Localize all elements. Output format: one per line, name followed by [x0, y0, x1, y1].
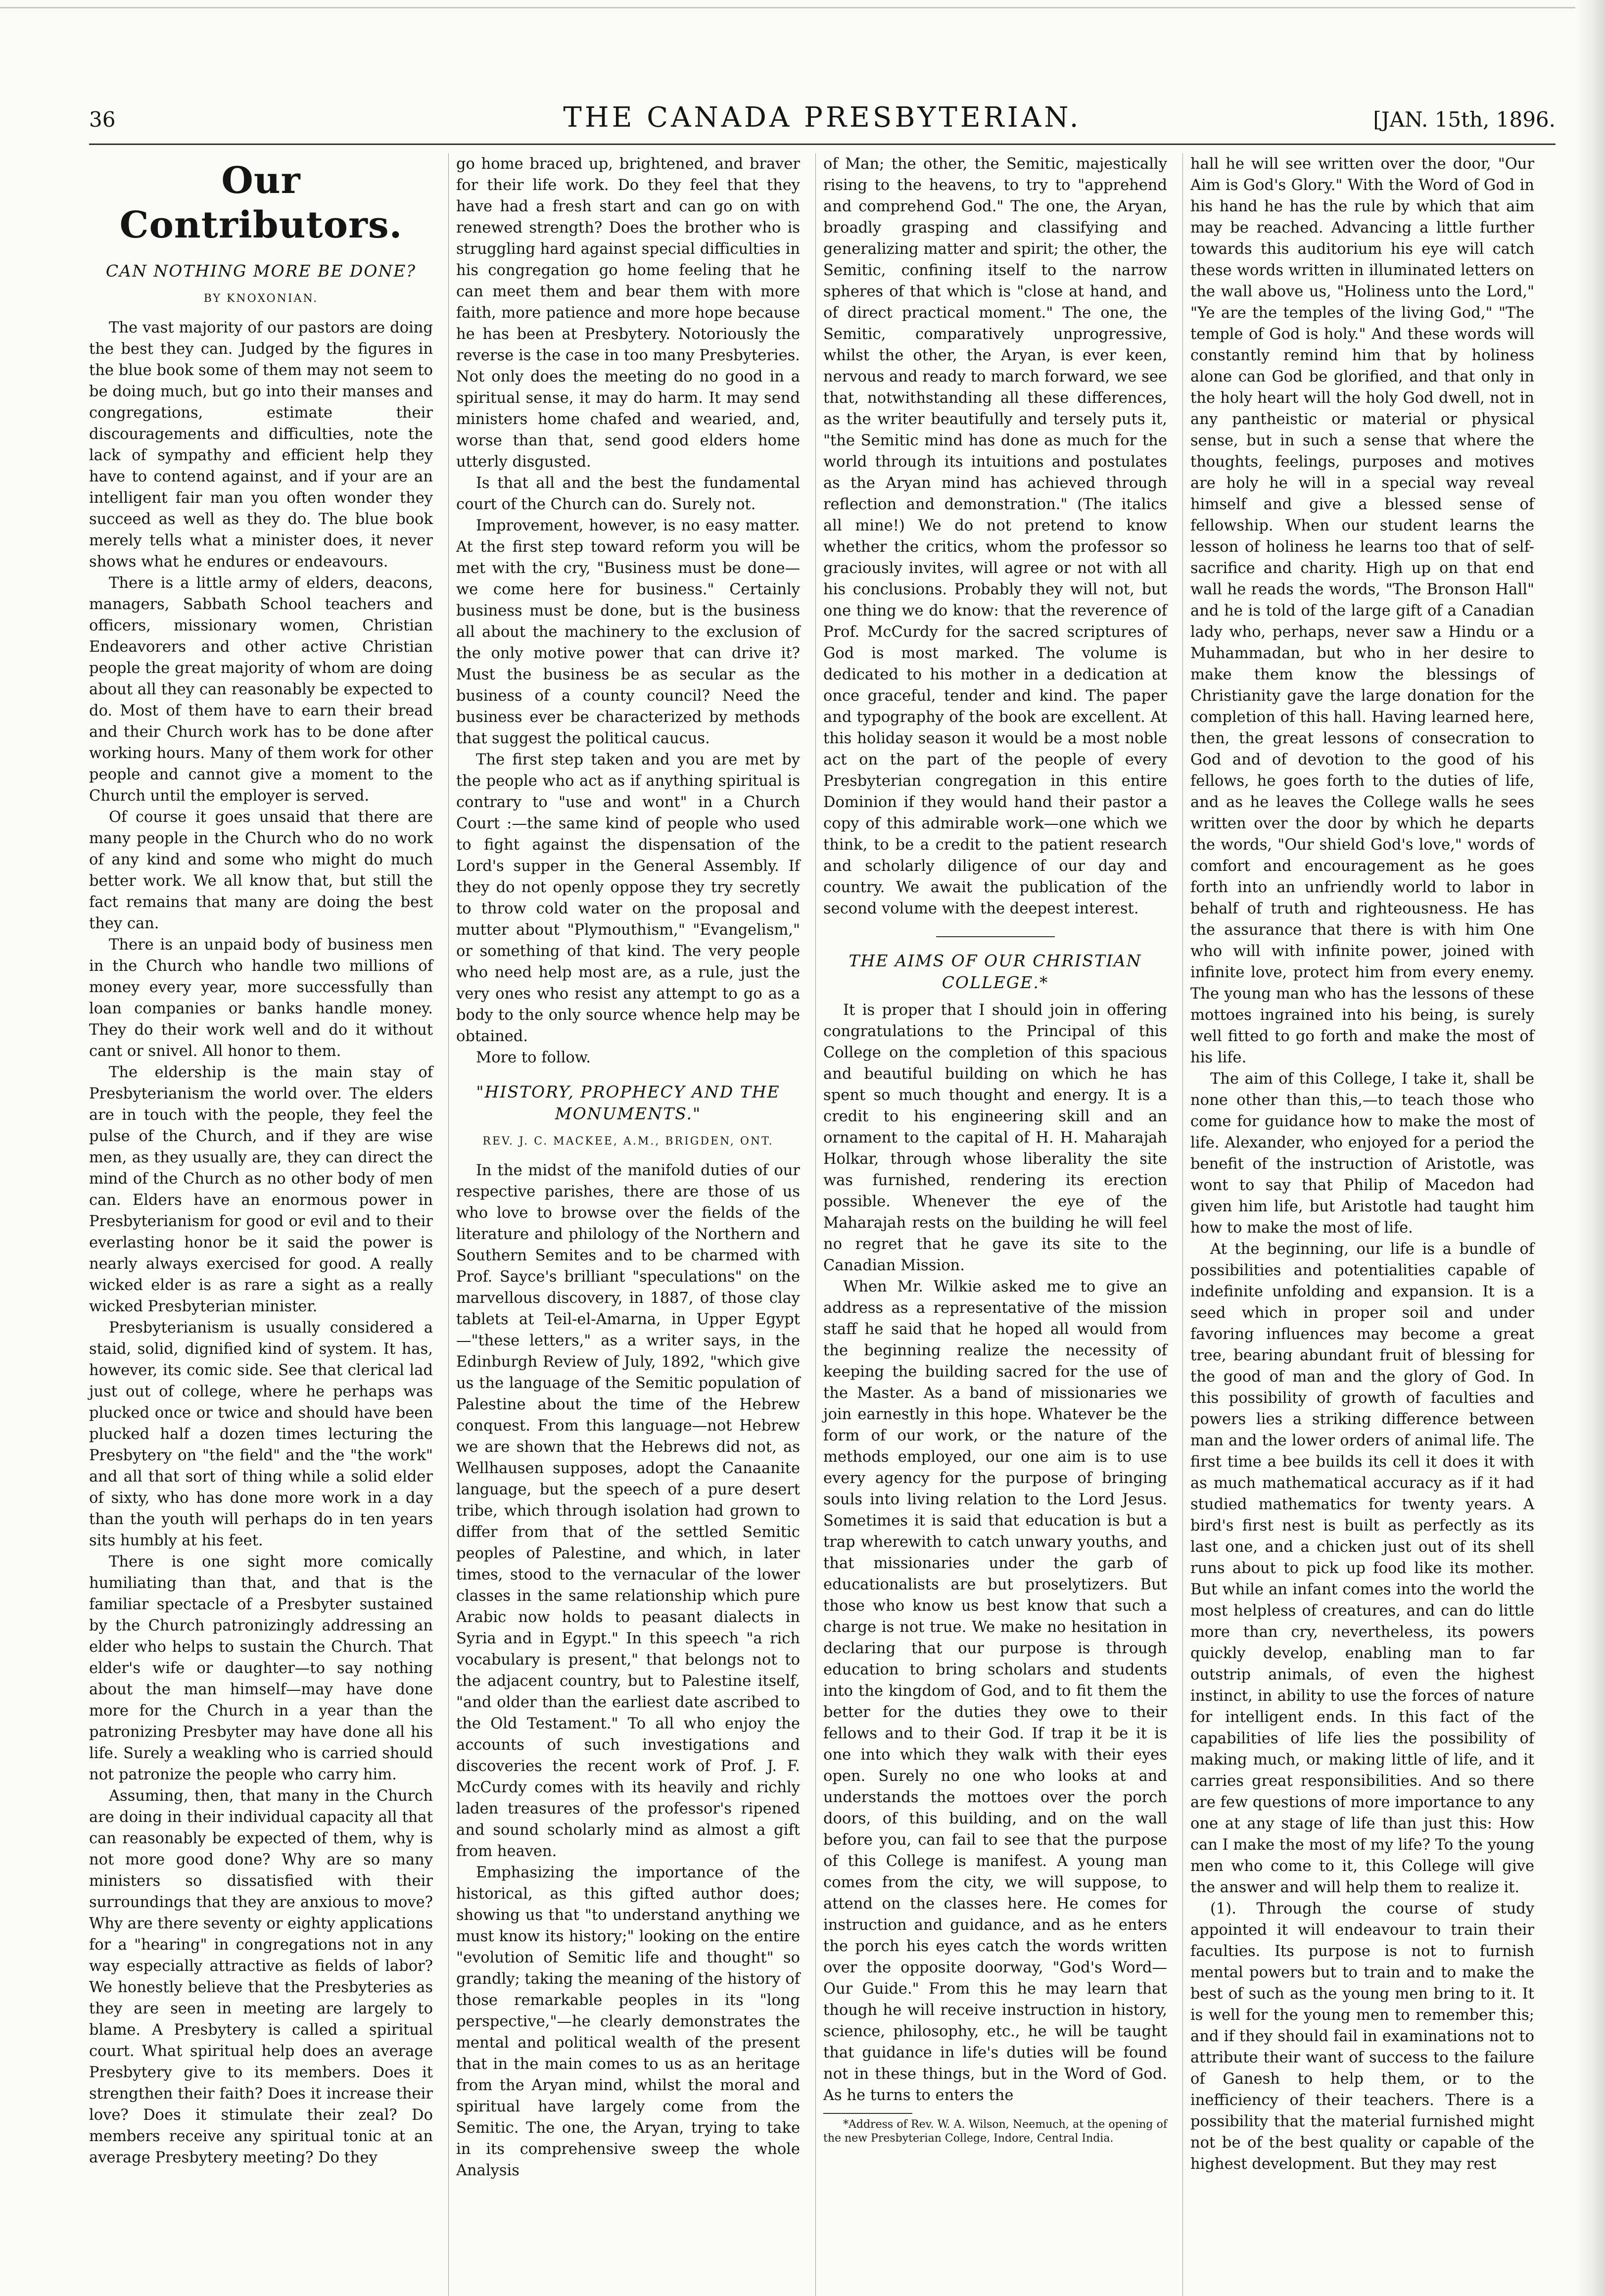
paragraph: The vast majority of our pastors are doing the best they can. Judged by the figures in the blue book some of them may not seem to be doing much, but go into their manses and congregations, estimate their discouragements and difficulties, note the lack of sympathy and efficient help they have to contend against, and if your are an intelligent fair man you often wonder they succeed as well as they do. The blue book merely tells what a minister does, it never shows what he endures or endeavours. — [89, 319, 433, 571]
paragraph: There is an unpaid body of business men in the Church who handle two millions of money every year, more successfully than loan companies or banks handle money. They do their work well and do it without cant or snivel. All honor to them. — [89, 936, 433, 1060]
column-1 — [89, 153, 433, 2168]
column-2 — [456, 153, 800, 2181]
paragraph: hall he will see written over the door, "Our Aim is God's Glory." With the Word of God in his hand he has the rule by which that aim may be reached. Advancing a little further towards this auditorium his eye will catch these words written in illuminated letters on the wall above us, "Holiness unto the Lord," "Ye are the temples of the living God," "The temple of God is holy." And these words will constantly remind him that by holiness alone can God be glorified, and that only in the holy heart will the holy God dwell, not in any pantheistic or material or physical sense, but in such a sense that where the thoughts, feelings, purposes and motives are holy he will in a special way reveal himself and give a blessed sense of fellowship. When our student learns the lesson of holiness he learns too that of self-sacrifice and charity. High up on that end wall he reads the words, "The Bronson Hall" and he is told of the large gift of a Canadian lady who, perhaps, never saw a Hindu or a Muhammadan, but who in her desire to make them know the blessings of Christianity gave the large donation for the completion of this hall. Having learned here, then, the great lessons of consecration to God and of devotion to the good of his fellows, he goes forth to the duties of life, and as he leaves the College walls he sees written over the door by which he departs the words, "Our shield God's love," words of comfort and encouragement as he goes forth into an unfriendly world to labor in behalf of truth and righteousness. He has the assurance that there is with him One who will with infinite power, joined with infinite love, protect him from every enemy. The young man who has the lessons of these mottoes ingrained into his being, is surely well fitted to go forth and make the most of his life. — [1190, 155, 1534, 1066]
footnote: *Address of Rev. W. A. Wilson, Neemuch, at the opening of the new Presbyterian College, Indore, Central India. — [823, 2118, 1167, 2145]
paragraph: Is that all and the best the fundamental court of the Church can do. Surely not. — [456, 475, 800, 513]
top-edge-line — [0, 7, 1605, 8]
page-header — [89, 101, 1556, 146]
paragraph: Improvement, however, is no easy matter. At the first step toward reform you will be met with the cry, "Business must be done—we come here for business." Certainly business must be done, but is the business all about the machinery to the exclusion of the only motive power that can drive it? Must the business be as secular as the business of a county council? Need the business ever be characterized by methods that suggest the political caucus. — [456, 517, 800, 747]
more-to-follow: More to follow. — [476, 1049, 591, 1066]
footnote-divider — [823, 2113, 912, 2114]
paragraph: There is a little army of elders, deacons, managers, Sabbath School teachers and officers, missionary women, Christian Endeavorers and other active Christian people the great majority of whom are doing about all they can reasonably be expected to do. Most of them have to earn their bread and their Church work has to be done after working hours. Many of them work for other people and cannot give a moment to the Church until the employer is served. — [89, 574, 433, 805]
paragraph: (1). Through the course of study appointed it will endeavour to train their faculties. Its purpose is not to furnish mental powers but to train and to make the best of such as the young men bring to it. It is well for the young men to remember this; and if they should fail in examinations not to attribute their want of success to the failure of Ganesh to help them, or to the inefficiency of their teachers. There is a possibility that the material furnished might not be of the best quality or capable of the highest development. But they may rest — [1190, 1900, 1534, 2173]
paragraph: of Man; the other, the Semitic, majestically rising to the heavens, to try to "apprehend and comprehend God." The one, the Aryan, broadly grasping and classifying and generalizing matter and spirit; the other, the Semitic, confining itself to the narrow spheres of that which is "close at hand, and of direct practical moment." The one, the Semitic, comparatively unprogressive, whilst the other, the Aryan, is ever keen, nervous and ready to march forward, we see that, notwithstanding all these differences, as the writer beautifully and tersely puts it, "the Semitic mind has done as much for the world through its intuitions and postulates as the Aryan mind has achieved through reflection and demonstration." (The italics all mine!) We do not pretend to know whether the critics, whom the professor so graciously invites, will agree or not with all his conclusions. Probably they will not, but one thing we do know: that the reverence of Prof. McCurdy for the sacred scriptures of God is most marked. The volume is dedicated to his mother in a dedication at once graceful, tender and kind. The paper and typography of the book are excellent. At this holiday season it would be a most noble act on the part of the people of every Presbyterian congregation in this entire Dominion if they would hand their pastor a copy of this admirable work—one which we think, to be a credit to the patient research and scholarly diligence of our day and country. We await the publication of the second volume with the deepest interest. — [823, 155, 1167, 917]
article-title: CAN NOTHING MORE BE DONE? — [105, 261, 417, 281]
paragraph: go home braced up, brightened, and braver for their life work. Do they feel that they have had a fresh start and can go on with renewed strength? Does the brother who is struggling hard against special difficulties in his congregation go home feeling that he can meet them and bear them with more faith, more patience and more hope because he has been at Presbytery. Notoriously the reverse is the case in too many Presbyteries. Not only does the meeting do no good in a spiritual sense, it may do harm. It may send ministers home chafed and wearied, and, worse than that, send good elders home utterly disgusted. — [456, 155, 800, 471]
paragraph: Assuming, then, that many in the Church are doing in their individual capacity all that can reasonably be expected of them, why is not more good done? Why are so many ministers so dissatisfied with their surroundings that they are anxious to move? Why are there seventy or eighty applications for a "hearing" in congregations not in any way especially attractive as fields of labor? We honestly believe that the Presbyteries as they are seen in meeting are largely to blame. A Presbytery is called a spiritual court. What spiritual help does an average Presbytery give to its members. Does it strengthen their faith? Does it increase their love? Does it stimulate their zeal? Do members receive any spiritual tonic at an average Presbytery meeting? Do they — [89, 1787, 433, 2166]
article-title: THE AIMS OF OUR CHRISTIAN COLLEGE.* — [849, 951, 1142, 992]
article-byline: BY KNOXONIAN. — [203, 292, 319, 305]
paragraph: In the midst of the manifold duties of our respective parishes, there are those of us who love to browse over the fields of the literature and philology of the Northern and Southern Semites and to be charmed with Prof. Sayce's brilliant "speculations" on the marvellous discovery, in 1887, of those clay tablets at Teil-el-Amarna, in Upper Egypt—"these letters," as a writer says, in the Edinburgh Review of July, 1892, "which give us the language of the Semitic population of Palestine about the time of the Hebrew conquest. From this language—not Hebrew we are shown that the Hebrews did not, as Wellhausen supposes, adopt the Canaanite language, but the speech of a pure desert tribe, which through isolation had grown to differ from that of the settled Semitic peoples of Palestine, and which, in later times, stood to the vernacular of the lower classes in the same relationship which pure Arabic now holds to peasant dialects in Syria and in Egypt." In this speech "a rich vocabulary is present," that belongs not to the adjacent country, but to Palestine itself, "and older than the earliest date ascribed to the Old Testament." To all who enjoy the accounts of such investigations and discoveries the recent work of Prof. J. F. McCurdy comes with its heavily and richly laden treasures of the professor's ripened and sound scholarly mind as almost a gift from heaven. — [456, 1162, 800, 1860]
column-4 — [1190, 153, 1534, 2175]
paragraph: Presbyterianism is usually considered a staid, solid, dignified kind of system. It has, however, its comic side. See that clerical lad just out of college, where he perhaps was plucked once or twice and should have been plucked half a dozen times lecturing the Presbytery on "the field" and the "the work" and all that sort of thing while a solid elder of sixty, who has done more work in a day than the youth will perhaps do in ten years sits humbly at his feet. — [89, 1319, 433, 1549]
column-divider — [1182, 153, 1183, 2296]
paragraph: At the beginning, our life is a bundle of possibilities and potentialities capable of indefinite unfolding and expansion. It is a seed which in proper soil and under favoring influences may become a great tree, bearing abundant fruit of blessing for the good of man and the glory of God. In this possibility of growth of faculties and powers lies a striking difference between man and the lower orders of animal life. The first time a bee builds its cell it does it with as much mathematical accuracy as if it had studied mathematics for twenty years. A bird's first nest is built as perfectly as its last one, and a chicken just out of its shell runs about to pick up food like its mother. But while an infant comes into the world the most helpless of creatures, and can do little more than cry, nevertheless, its powers quickly develop, enabling man to far outstrip animals, of even the highest instinct, in ability to use the forces of nature for intelligent ends. In this fact of the capabilities of life lies the possibility of making much, or making little of life, and it carries great responsibilities. And so there are few questions of more importance to any one at any stage of life than just this: How can I make the most of my life? To the young men who come to it, this College will give the answer and will help them to realize it. — [1190, 1241, 1534, 1896]
running-head: THE CANADA PRESBYTERIAN. — [563, 101, 1082, 134]
column-divider — [815, 153, 816, 2296]
article-byline: REV. J. C. MACKEE, A.M., BRIGDEN, ONT. — [482, 1135, 774, 1148]
paragraph: Emphasizing the importance of the historical, as this gifted author does; showing us that "to understand anything we must know its history;" looking on the entire "evolution of Semitic life and thought" so grandly; taking the meaning of the history of those remarkable peoples in its "long perspective,"—he clearly demonstrates the mental and political wealth of the present that in the main comes to us as an heritage from the Aryan mind, whilst the moral and spiritual have largely come from the Semitic. The one, the Aryan, trying to take in its comprehensive sweep the whole Analysis — [456, 1864, 800, 2179]
paragraph: The eldership is the main stay of Presbyterianism the world over. The elders are in touch with the people, they feel the pulse of the Church, and if they are wise men, as they usually are, they can direct the mind of the Church as no other body of men can. Elders have an enormous power in Presbyterianism for good or evil and to their everlasting honor be it said the power is nearly always exercised for good. A really wicked elder is as rare a sight as a really wicked Presbyterian minister. — [89, 1064, 433, 1315]
article-title: "HISTORY, PROPHECY AND THE MONUMENTS." — [476, 1082, 780, 1123]
page-edge-shadow — [1575, 0, 1605, 2296]
paragraph: It is proper that I should join in offering congratulations to the Principal of this College on the completion of this spacious and beautiful building on which he has spent so much thought and energy. It is a credit to his engineering skill and an ornament to the capital of H. H. Maharajah Holkar, through whose liberality the site was furnished, rendering its erection possible. Whenever the eye of the Maharajah rests on the building he will feel no regret that he gave its site to the Canadian Mission. — [823, 1002, 1167, 1274]
column-divider — [448, 153, 449, 2296]
header-rule — [89, 144, 1556, 145]
section-divider — [936, 936, 1055, 937]
page-number: 36 — [89, 107, 116, 132]
issue-date: [JAN. 15th, 1896. — [1373, 107, 1556, 132]
paragraph: Of course it goes unsaid that there are many people in the Church who do no work of any kind and some who might do much better work. We all know that, but still the fact remains that many are doing the best they can. — [89, 809, 433, 932]
paragraph: When Mr. Wilkie asked me to give an address as a representative of the mission staff he said that he hoped all would from the beginning realize the necessity of keeping the building sacred for the use of the Master. As a band of missionaries we join earnestly in this hope. Whatever be the form of our work, or the nature of the methods employed, our one aim is to use every agency for the purpose of bringing souls into living relation to the Lord Jesus. Sometimes it is said that education is but a trap wherewith to catch unwary youths, and that missionaries under the garb of educationalists are but proselytizers. But those who know us best know that such a charge is not true. We make no hesitation in declaring that our purpose is through education to bring scholars and students into the kingdom of God, and to fit them the better for the duties they owe to their fellows and to their God. If trap it be it is one into which they walk with their eyes open. Surely no one who looks at and understands the mottoes over the porch doors, of this building, and on the wall before you, can fail to see that the purpose of this College is manifest. A young man comes from the city, we will suppose, to attend on the classes here. He comes for instruction and guidance, and as he enters the porch his eyes catch the words written over the opposite doorway, "God's Word—Our Guide." From this he may learn that though he will receive instruction in history, science, philosophy, etc., he will be taught that guidance in life's duties will be found not in these things, but in the Word of God. As he turns to enters the — [823, 1278, 1167, 2104]
paragraph: The aim of this College, I take it, shall be none other than this,—to teach those who come for guidance how to make the most of life. Alexander, who enjoyed for a period the benefit of the instruction of Aristotle, was wont to say that Philip of Macedon had given him life, but Aristotle had taught him how to make the most of life. — [1190, 1070, 1534, 1237]
column-3 — [823, 153, 1167, 2146]
paragraph: The first step taken and you are met by the people who act as if anything spiritual is contrary to "use and wont" in a Church Court :—the same kind of people who used to fight against the dispensation of the Lord's supper in the General Assembly. If they do not openly oppose they try secretly to throw cold water on the proposal and mutter about "Plymouthism," "Evangelism," or something of that kind. The very people who need help most are, as a rule, just the very ones who resist any attempt to go as a body to the only source whence help may be obtained. — [456, 751, 800, 1045]
paragraph: There is one sight more comically humiliating than that, and that is the familiar spectacle of a Presbyter sustained by the Church patronizingly addressing an elder who helps to sustain the Church. That elder's wife or daughter—to say nothing about the man himself—may have done more for the Church in a year than the patronizing Presbyter may have done all his life. Surely a weakling who is carried should not patronize the people who carry him. — [89, 1553, 433, 1783]
section-masthead: Our Contributors. — [119, 159, 403, 246]
